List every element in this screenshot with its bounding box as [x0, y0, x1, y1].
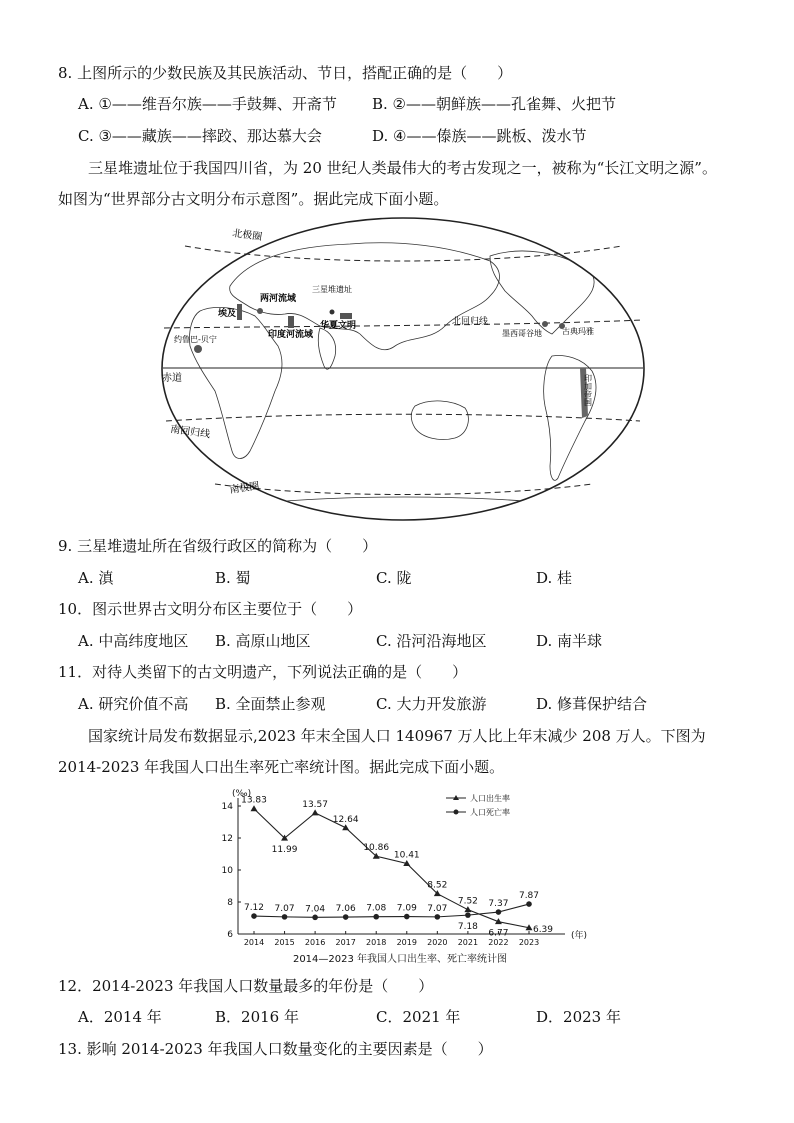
birth-rate-data-label: 12.64	[332, 814, 359, 825]
mesopotamia-marker	[257, 308, 263, 314]
q10-option-a[interactable]: A. 中高纬度地区	[78, 632, 189, 650]
q12-option-a[interactable]: A．2014 年	[78, 1008, 162, 1026]
q13-stem: 13. 影响 2014-2023 年我国人口数量变化的主要因素是（ ）	[58, 1040, 493, 1058]
huaxia-label: 华夏文明	[320, 321, 357, 331]
north-polar-label: 北极圈	[231, 228, 263, 244]
death-rate-point	[312, 915, 318, 921]
intro2-line2: 2014-2023 年我国人口出生率死亡率统计图。据此完成下面小题。	[58, 758, 505, 776]
mexico-label: 墨西哥谷地	[502, 329, 542, 338]
q10-stem: 10．图示世界古文明分布区主要位于（ ）	[58, 600, 363, 618]
population-rate-chart	[210, 786, 590, 966]
birth-rate-point	[312, 809, 319, 815]
y-tick-label: 14	[221, 802, 233, 812]
q9-stem: 9. 三星堆遗址所在省级行政区的简称为（ ）	[58, 537, 378, 555]
q9-option-b[interactable]: B. 蜀	[215, 569, 251, 587]
birth-rate-data-label: 6.39	[532, 924, 554, 935]
map-frame	[162, 218, 644, 520]
world-civilization-map	[160, 216, 646, 522]
q9-option-a[interactable]: A. 滇	[78, 569, 114, 587]
death-rate-data-label: 7.04	[305, 904, 326, 915]
death-rate-point	[526, 901, 532, 907]
death-rate-point	[435, 914, 441, 920]
sanxingdui-label: 三星堆遗址	[312, 285, 352, 294]
benin-marker	[194, 345, 202, 353]
death-rate-data-label: 7.07	[427, 903, 448, 914]
x-tick-label: 2020	[427, 938, 448, 947]
huaxia-marker	[340, 313, 352, 319]
indus-label: 印度河流域	[268, 330, 314, 340]
intro1-line1: 三星堆遗址位于我国四川省，为 20 世纪人类最伟大的考古发现之一，被称为“长江文明之源”。	[88, 159, 717, 177]
tropic-cancer-label: 北回归线	[452, 317, 489, 327]
birth-rate-data-label: 10.41	[393, 850, 420, 861]
birth-rate-data-label: 8.52	[427, 880, 448, 891]
x-tick-label: 2017	[335, 938, 356, 947]
q8-option-d[interactable]: D. ④——傣族——跳板、泼水节	[372, 127, 587, 145]
indus-marker	[288, 316, 294, 328]
q12-option-d[interactable]: D．2023 年	[536, 1008, 621, 1026]
intro2-line1: 国家统计局发布数据显示,2023 年末全国人口 140967 万人比上年末减少 208 万人。下图为	[88, 727, 706, 745]
x-axis-label: (年)	[570, 931, 588, 941]
birth-rate-data-label: 7.52	[457, 896, 478, 907]
death-rate-data-label: 7.12	[243, 903, 265, 914]
intro1-line2: 如图为“世界部分古文明分布示意图”。据此完成下面小题。	[58, 190, 449, 208]
q8-stem: 8. 上图所示的少数民族及其民族活动、节日，搭配正确的是（ ）	[58, 64, 513, 82]
y-axis-label: (‰)	[232, 789, 252, 799]
birth-rate-data-label: 10.86	[363, 843, 390, 854]
q8-option-a[interactable]: A. ①——维吾尔族——手鼓舞、开斋节	[78, 95, 337, 113]
q11-option-d[interactable]: D. 修葺保护结合	[536, 695, 648, 713]
q10-option-c[interactable]: C. 沿河沿海地区	[376, 632, 487, 650]
q11-option-a[interactable]: A. 研究价值不高	[78, 695, 189, 713]
benin-label: 约鲁巴-贝宁	[174, 335, 217, 344]
death-rate-data-label: 7.07	[274, 903, 295, 914]
birth-rate-point	[464, 906, 471, 912]
q10-option-d[interactable]: D. 南半球	[536, 632, 603, 650]
q9-option-d[interactable]: D. 桂	[536, 569, 573, 587]
death-rate-point	[496, 909, 502, 915]
egypt-label: 埃及	[218, 309, 237, 319]
birth-rate-point	[342, 824, 349, 830]
death-rate-data-label: 7.06	[335, 904, 356, 915]
q12-option-c[interactable]: C．2021 年	[376, 1008, 461, 1026]
x-tick-label: 2015	[274, 938, 295, 947]
q11-option-c[interactable]: C. 大力开发旅游	[376, 695, 487, 713]
death-rate-point	[373, 914, 379, 920]
q11-stem: 11．对待人类留下的古文明遗产，下列说法正确的是（ ）	[58, 663, 468, 681]
x-tick-label: 2014	[243, 938, 265, 947]
birth-rate-data-label: 6.77	[488, 928, 509, 939]
equator-label: 赤道	[162, 373, 182, 384]
birth-rate-data-label: 13.57	[302, 799, 328, 810]
q11-option-b[interactable]: B. 全面禁止参观	[215, 695, 326, 713]
death-rate-point	[251, 913, 257, 919]
chart-title: 2014—2023 年我国人口出生率、死亡率统计图	[292, 954, 508, 965]
legend-label-1: 人口死亡率	[470, 808, 510, 817]
y-tick-label: 8	[227, 898, 233, 908]
south-polar-label: 南极圈	[228, 480, 261, 496]
tropic-capricorn-label: 南回归线	[169, 424, 211, 441]
birth-rate-data-label: 11.99	[271, 845, 298, 856]
q8-option-c[interactable]: C. ③——藏族——摔跤、那达慕大会	[78, 127, 322, 145]
mesopotamia-label: 两河流域	[260, 294, 297, 304]
death-rate-data-label: 7.08	[366, 903, 387, 914]
death-rate-data-label: 7.09	[396, 903, 417, 914]
maya-label: 古典玛雅	[562, 327, 594, 336]
y-tick-label: 10	[221, 866, 233, 876]
x-tick-label: 2023	[518, 938, 540, 947]
death-rate-point	[282, 914, 288, 920]
death-rate-point	[404, 914, 410, 920]
q10-option-b[interactable]: B. 高原山地区	[215, 632, 311, 650]
q12-stem: 12．2014-2023 年我国人口数量最多的年份是（ ）	[58, 977, 434, 995]
birth-rate-data-label: 13.83	[241, 795, 267, 806]
mexico-marker	[542, 321, 548, 327]
egypt-marker	[237, 304, 242, 320]
legend-marker-1	[454, 810, 459, 815]
inca-label-top: 印加帝国	[583, 374, 593, 406]
q9-option-c[interactable]: C. 陇	[376, 569, 412, 587]
death-rate-data-label: 7.87	[518, 891, 540, 902]
sanxingdui-marker	[330, 310, 335, 315]
x-tick-label: 2021	[457, 938, 479, 947]
q8-option-b[interactable]: B. ②——朝鲜族——孔雀舞、火把节	[372, 95, 617, 113]
death-rate-point	[343, 914, 349, 920]
legend-label-0: 人口出生率	[470, 794, 510, 803]
x-tick-label: 2022	[488, 938, 509, 947]
y-tick-label: 12	[221, 834, 233, 844]
x-tick-label: 2016	[304, 938, 326, 947]
x-tick-label: 2018	[366, 938, 387, 947]
series-line-0	[254, 809, 529, 928]
y-tick-label: 6	[227, 930, 233, 940]
x-tick-label: 2019	[396, 938, 417, 947]
q12-option-b[interactable]: B．2016 年	[215, 1008, 299, 1026]
death-rate-data-label: 7.37	[488, 899, 509, 910]
birth-rate-point	[251, 805, 258, 811]
death-rate-data-label: 7.18	[457, 922, 478, 933]
death-rate-point	[465, 912, 471, 918]
